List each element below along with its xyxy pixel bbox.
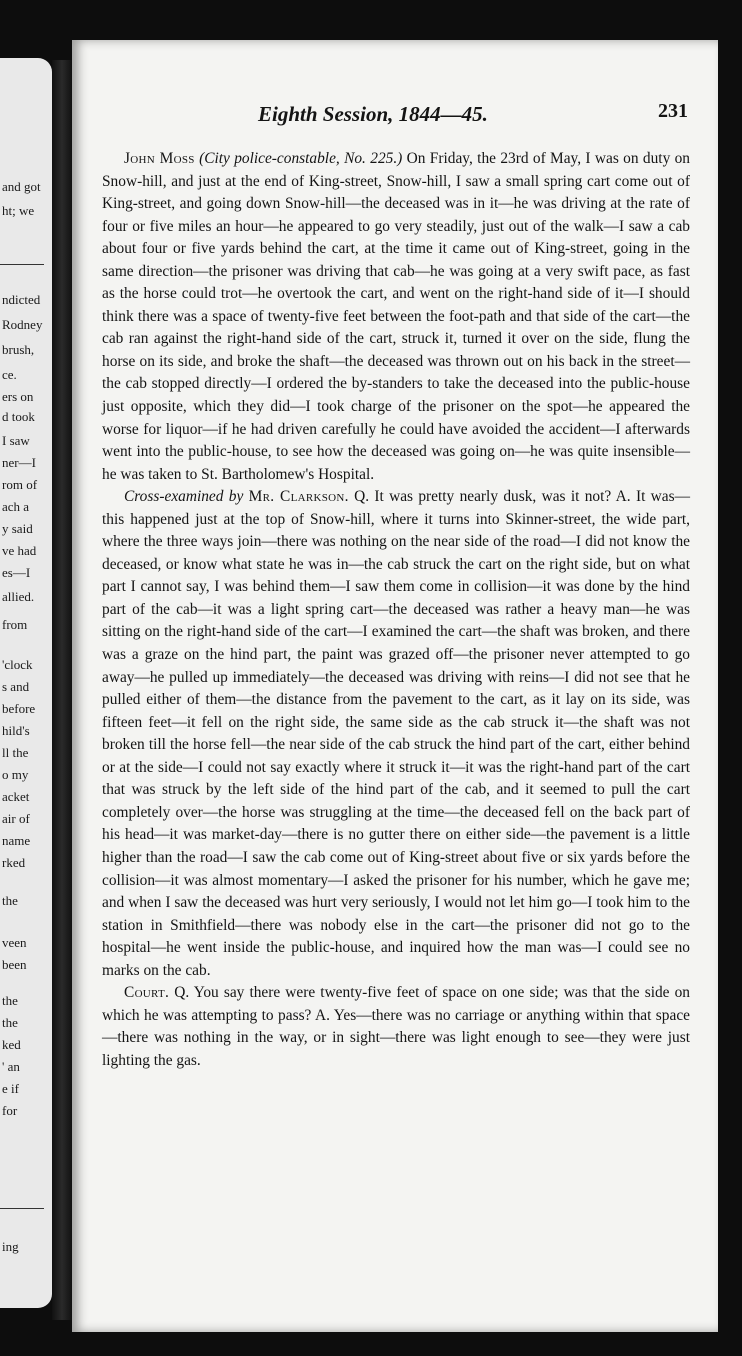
page-body <box>102 148 690 1072</box>
facing-page-text-fragment: ht; we <box>2 203 35 218</box>
facing-page-text-fragment: ndicted <box>2 292 41 307</box>
facing-page-text-fragment: ' an <box>2 1059 20 1074</box>
facing-page-text-fragment: the <box>2 993 18 1008</box>
court-question-paragraph <box>102 982 690 1072</box>
page-header <box>72 102 718 132</box>
facing-page-text-fragment: from <box>2 617 28 632</box>
facing-page-text-fragment: I saw <box>2 433 30 448</box>
facing-page-text-fragment: the <box>2 1015 18 1030</box>
facing-page-text-fragment: rked <box>2 855 26 870</box>
facing-page-text-fragment: es—I <box>2 565 31 580</box>
running-title: Eighth Session, 1844—45. <box>258 102 488 126</box>
facing-page-text-fragment: the <box>2 893 18 908</box>
facing-page-text-fragment: Rodney <box>2 317 43 332</box>
facing-page-text-fragment: ked <box>2 1037 21 1052</box>
witness-name: John Moss <box>124 150 195 167</box>
facing-page-text-fragment: s and <box>2 679 30 694</box>
facing-page-text-fragment: ce. <box>2 367 17 382</box>
court-question-text: Q. You say there were twenty-five feet of space on one side; was that the side on which he was attempting to pass? A. Yes—there was no carriage or anything within that space—there was nothing in the way, or in sight—there was light enough to see—they were just lighting the gas. <box>102 984 690 1069</box>
cross-examination-text: Q. It was pretty nearly dusk, was it not? A. It was—this happened just at the top of Snow-hill, where it turns into Skinner-street, the wide part, where the three ways join—there was nothing on the near side of the road—I did not know the deceased, or know what state he was in—the cab struck the cart on the right side, but on what part I cannot say, I was behind them—I saw them come in collision—it was done by the hind part of the cab—it was a light spring cart—the deceased was rather a heavy man—he was sitting on the right-hand side of the cart—I examined the cart—the shaft was broken, and there was a graze on the hind part, the paint was grazed off—the prisoner never attempted to go away—he pulled up immediately—the deceased was driving with reins—I did not see that he pulled either of them—the distance from the pavement to the cart, as it lay on its side, was fifteen feet—it fell on the right side, the same side as the cab struck it—the shaft was not broken till the horse fell—the near side of the cab struck the hind part of the cart, either behind or at the side—I could not say exactly where it struck it—it was the right-hand part of the cart that was struck by the left side of the hind part of the cab, and it seemed to pull the cart completely over—the horse was struggling at the time—the deceased fell on the back part of his head—it was market-day—there is no gutter there on either side—the pavement is a little higher than the road—I saw the cab come out of King-street about five or six yards before the collision—it was almost momentary—I asked the prisoner for his number, which he gave me; and when I saw the deceased was hurt very seriously, I would not let him go—I took him to the station in Smithfield—there was nobody else in the cart—the prisoner did not go to the hospital—he went inside the public-house, and inquired how the man was—I could see no marks on the cab. <box>102 488 690 979</box>
facing-page-text-fragment: acket <box>2 789 30 804</box>
cross-examiner-name: Mr. Clarkson. <box>248 488 349 506</box>
facing-page-text-fragment: before <box>2 701 36 716</box>
facing-page-text-fragment: veen <box>2 935 27 950</box>
facing-page-text-fragment: ach a <box>2 499 30 514</box>
page-number: 231 <box>658 100 688 122</box>
direct-testimony-text: On Friday, the 23rd of May, I was on duty on Snow-hill, and just at the end of King-street, Snow-hill, I saw a small spring cart come out of King-street, and going down Snow-hill—the deceased was in it—he was driving at the rate of four or five miles an hour—he appeared to go very steadily, just out of the walk—I saw a cab about four or five yards behind the cart, at the time it came out of King-street, going in the same direction—the prisoner was driving that cab—he was going at a very swift pace, as fast as the horse could trot—he overtook the cart, and went on the right-hand side of it—I should think there was a space of twenty-five feet between the foot-path and that side of the cart—the cab ran against the right-hand side of the cart, struck it, turned it over on the side, flung the horse on its side, and broke the shaft—the deceased was thrown out on his back in the street—the cab stopped directly—I ordered the by-standers to take the deceased into the public-house just opposite, which they did—I took charge of the prisoner on the spot—he appeared the worse for liquor—if he had driven carefully he could have avoided the accident—I afterwards went into the public-house, to see how the deceased was going on—he was quite insensible—he was taken to St. Bartholomew's Hospital. <box>102 150 690 483</box>
facing-page-text-fragment: ner—I <box>2 455 36 470</box>
court-label: Court. <box>124 984 170 1002</box>
facing-page-text-fragment: name <box>2 833 31 848</box>
facing-page-text-fragment: ers on <box>2 389 34 404</box>
facing-page-text-fragment: d took <box>2 409 35 424</box>
facing-page-text-fragment: 'clock <box>2 657 33 672</box>
facing-page-text-fragment: allied. <box>2 589 35 604</box>
facing-page-text-fragment: brush, <box>2 342 35 357</box>
facing-page-text-fragment: and got <box>2 179 41 194</box>
facing-page-rule <box>0 1208 44 1209</box>
cross-examination-paragraph <box>102 486 690 982</box>
facing-page-rule <box>0 264 44 265</box>
facing-page-text-fragment: air of <box>2 811 30 826</box>
witness-role: (City police-constable, No. 225.) <box>199 150 403 167</box>
facing-page-text-fragment: ve had <box>2 543 37 558</box>
cross-examination-label: Cross-examined by <box>124 488 244 506</box>
facing-page-fragment <box>0 58 52 1308</box>
facing-page-text-fragment: y said <box>2 521 33 536</box>
facing-page-text-fragment: rom of <box>2 477 38 492</box>
facing-page-text-fragment: o my <box>2 767 29 782</box>
facing-page-text-fragment: hild's <box>2 723 30 738</box>
book-gutter <box>52 60 72 1320</box>
facing-page-text-fragment: for <box>2 1103 18 1118</box>
facing-page-text-fragment: been <box>2 957 27 972</box>
direct-testimony-paragraph <box>102 148 690 486</box>
facing-page-text-fragment: e if <box>2 1081 19 1096</box>
facing-page-text-fragment: ing <box>2 1239 19 1254</box>
book-page <box>72 40 718 1332</box>
facing-page-text-fragment: ll the <box>2 745 29 760</box>
